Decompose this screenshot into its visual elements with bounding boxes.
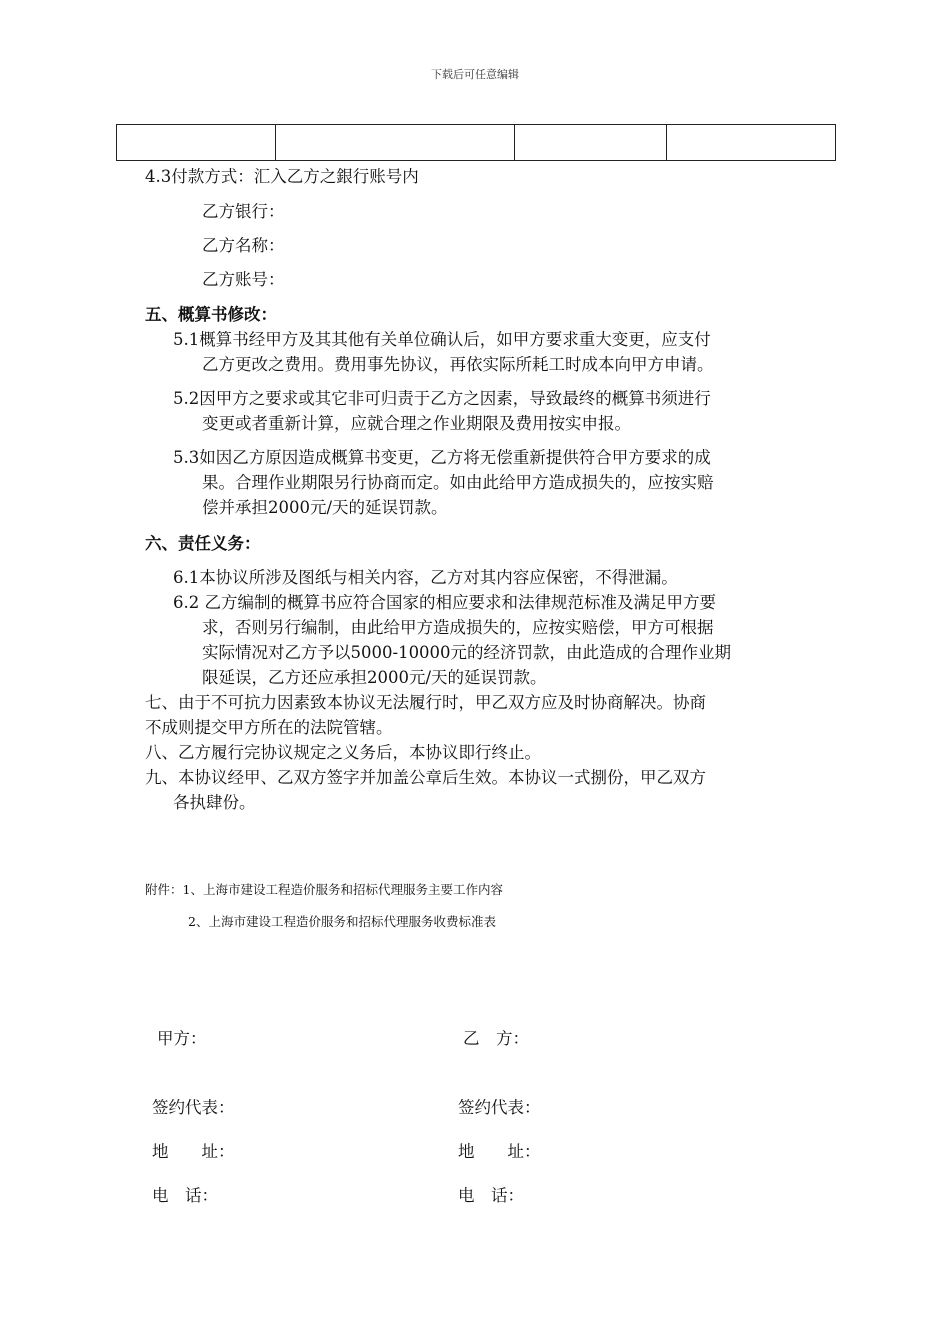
section7-line2: 不成则提交甲方所在的法院管辖。	[145, 718, 393, 737]
table-cell	[667, 125, 836, 161]
clause-5-1-line2: 乙方更改之费用。费用事先协议，再依实际所耗工时成本向甲方申请。	[202, 355, 714, 374]
party-b-label: 乙 方：	[463, 1029, 529, 1048]
clause-5-2-line2: 变更或者重新计算，应就合理之作业期限及费用按实申报。	[202, 414, 631, 433]
party-a-label: 甲方：	[157, 1029, 207, 1048]
page-header: 下载后可任意编辑	[431, 68, 519, 81]
section8: 八、乙方履行完协议规定之义务后，本协议即行终止。	[145, 743, 541, 762]
clause-5-3-line3: 偿并承担2000元/天的延误罚款。	[202, 498, 448, 517]
clause-6-1: 6.1本协议所涉及图纸与相关内容，乙方对其内容应保密，不得泄漏。	[173, 568, 678, 587]
party-b-address: 地 址：	[458, 1142, 541, 1161]
attachment-line1: 附件：1、上海市建设工程造价服务和招标代理服务主要工作内容	[145, 882, 503, 897]
payee-bank: 乙方银行：	[202, 202, 285, 221]
payee-account: 乙方账号：	[202, 270, 285, 289]
clause-6-2-line2: 求，否则另行编制，由此给甲方造成损失的，应按实赔偿，甲方可根据	[202, 618, 714, 637]
section9-line1: 九、本协议经甲、乙双方签字并加盖公章后生效。本协议一式捌份，甲乙双方	[145, 768, 706, 787]
clause-6-2-line4: 限延误，乙方还应承担2000元/天的延误罚款。	[202, 668, 547, 687]
section5-heading: 五、概算书修改：	[145, 305, 277, 324]
table-row	[117, 125, 836, 161]
party-a-address: 地 址：	[152, 1142, 235, 1161]
table-cell	[515, 125, 667, 161]
section9-line2: 各执肆份。	[173, 793, 256, 812]
clause-6-2-line3: 实际情况对乙方予以5000-10000元的经济罚款，由此造成的合理作业期	[202, 643, 732, 662]
section6-heading: 六、责任义务：	[145, 534, 261, 553]
table-cell	[276, 125, 515, 161]
payee-name: 乙方名称：	[202, 236, 285, 255]
party-a-representative: 签约代表：	[152, 1098, 235, 1117]
party-b-representative: 签约代表：	[458, 1098, 541, 1117]
clause-5-3-line2: 果。合理作业期限另行协商而定。如由此给甲方造成损失的，应按实赔	[202, 473, 714, 492]
party-b-phone: 电 话：	[458, 1186, 524, 1205]
party-a-phone: 电 话：	[152, 1186, 218, 1205]
payment-method: 4.3付款方式：汇入乙方之銀行账号内	[145, 167, 419, 186]
clause-5-2-line1: 5.2因甲方之要求或其它非可归责于乙方之因素，导致最终的概算书须进行	[173, 389, 711, 408]
clause-6-2-line1: 6.2 乙方编制的概算书应符合国家的相应要求和法律规范标准及满足甲方要	[173, 593, 716, 612]
section7-line1: 七、由于不可抗力因素致本协议无法履行时，甲乙双方应及时协商解决。协商	[145, 693, 706, 712]
empty-table	[116, 124, 836, 161]
attachment-line2: 2、上海市建设工程造价服务和招标代理服务收费标准表	[188, 914, 496, 929]
clause-5-1-line1: 5.1概算书经甲方及其其他有关单位确认后，如甲方要求重大变更，应支付	[173, 330, 711, 349]
table-cell	[117, 125, 276, 161]
clause-5-3-line1: 5.3如因乙方原因造成概算书变更，乙方将无偿重新提供符合甲方要求的成	[173, 448, 711, 467]
